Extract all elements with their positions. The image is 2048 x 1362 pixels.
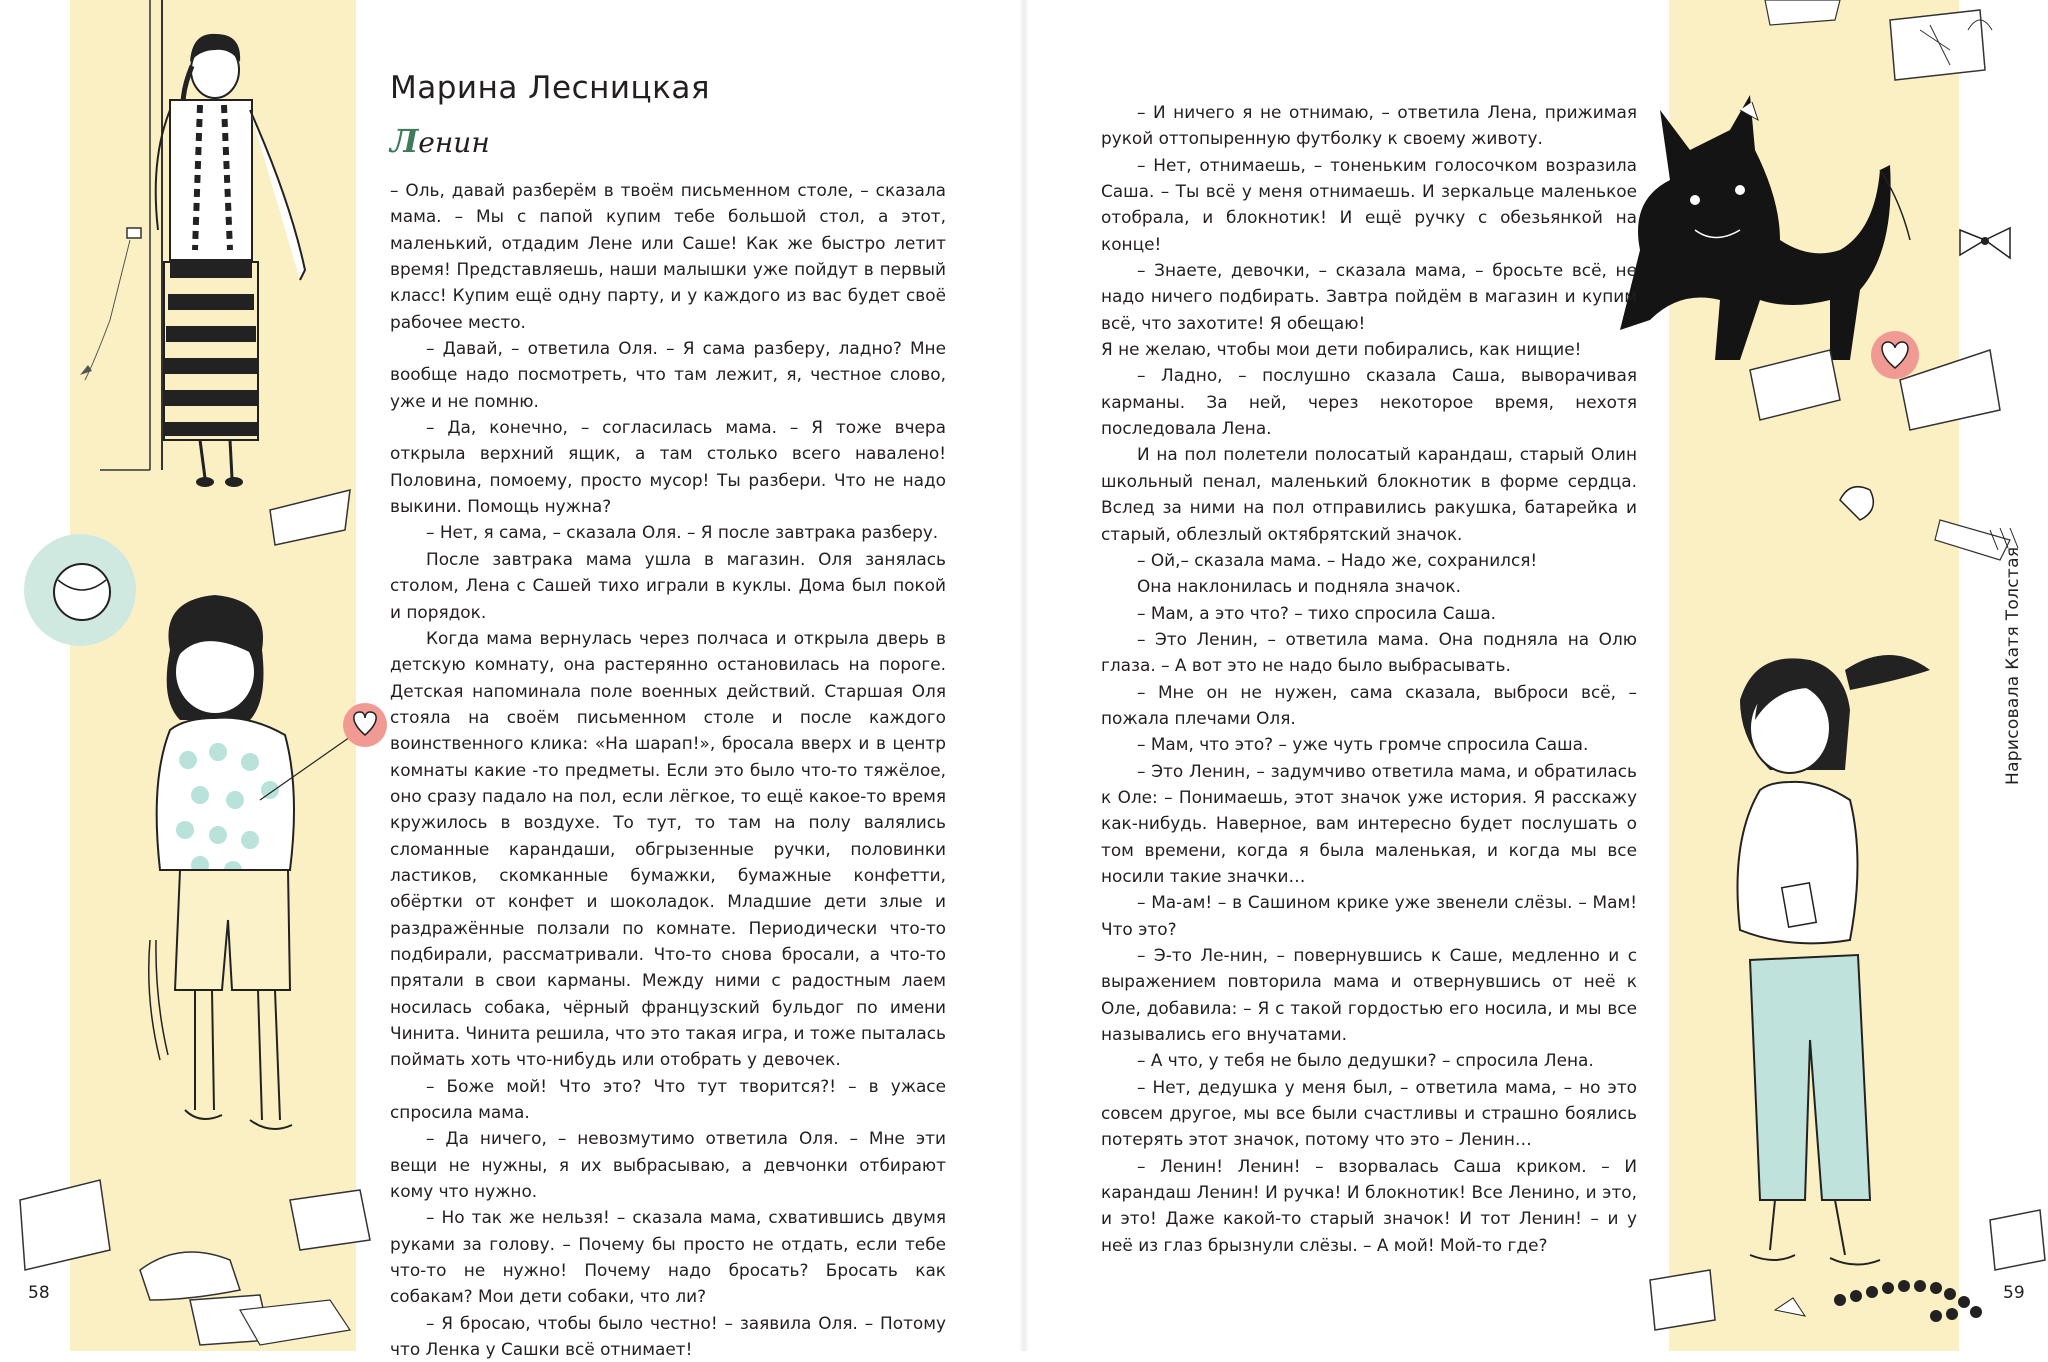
paragraph: – Да, конечно, – согласилась мама. – Я тоже вчера открыла верхний ящик, а там столько всего навалено! Половина, помоему, просто мусор! Ты разбери. Что не надо выкини. Помощь нужна?	[390, 417, 946, 517]
paragraph: – Мам, что это? – уже чуть громче спросила Саша.	[1137, 734, 1589, 755]
paragraph: – Да ничего, – невозмутимо ответила Оля. – Мне эти вещи не нужны, я их выбрасываю, а девчонки отбирают кому что нужно.	[390, 1128, 946, 1202]
heart-balloon-icon	[343, 703, 387, 747]
paragraph: – Ладно, – послушно сказала Саша, выворачивая карманы. За ней, через некоторое время, нехотя последовала Лена.	[1101, 365, 1637, 439]
paragraph: – Ой,– сказала мама. – Надо же, сохранился!	[1137, 549, 1538, 570]
paragraph: – Нет, я сама, – сказала Оля. – Я после завтрака разберу.	[426, 522, 939, 543]
girl-ponytail-illustration	[1738, 655, 1931, 1265]
paragraph: – Давай, – ответила Оля. – Я сама разберу, ладно? Мне вообще надо посмотреть, что там лежит, я, честное слово, уже и не помню.	[390, 338, 946, 411]
girl-striped-dress-illustration	[156, 34, 305, 487]
bow-illustration	[1960, 228, 2010, 258]
paragraph: Она наклонилась и подняла значок.	[1137, 576, 1461, 597]
paragraph: – Нет, отнимаешь, – тоненьким голосочком возразила Саша. – Ты всё у меня отнимаешь. И зеркальце маленькое отобрала, и блокнотик! И ещё ручку с обезьянкой на конце!	[1101, 154, 1637, 254]
author-name: Марина Лесницкая	[390, 70, 710, 106]
left-illustration	[0, 0, 380, 1351]
papers-top-illustration	[1765, 0, 1992, 80]
left-text-column	[390, 177, 946, 1362]
paragraph: И на пол полетели полосатый карандаш, старый Олин школьный пенал, маленький блокнотик в форме сердца. Вслед за ними на пол отправились ракушка, батарейка и старый, облезлый октябрятский значок.	[1101, 444, 1637, 544]
ball-illustration	[24, 534, 136, 646]
paragraph: – Знаете, девочки, – сказала мама, – бросьте всё, не надо ничего подбирать. Завтра пойдём в магазин и купим всё, что захотите! Я обещаю!	[1101, 260, 1637, 333]
paragraph: – Мам, а это что? – тихо спросила Саша.	[1137, 602, 1497, 623]
paragraph: Я не желаю, чтобы мои дети побирались, как нищие!	[1101, 339, 1582, 360]
paragraph: – Ленин! Ленин! – взорвалась Саша криком. – И карандаш Ленин! И ручка! И блокнотик! Все Ленино, и это, и это! Даже какой-то старый значок! И тот Ленин! – и у неё из глаз брызнули слёзы. – А мой! Мой-то где?	[1101, 1155, 1637, 1255]
book-gutter	[1020, 0, 1028, 1351]
illustrator-credit: Нарисовала Катя Толстая	[2003, 546, 2023, 785]
paragraph: – А что, у тебя не было дедушки? – спросила Лена.	[1137, 1050, 1594, 1071]
right-illustration	[1590, 0, 2048, 1351]
paper-scrap-illustration	[270, 490, 350, 545]
paragraph: – Нет, дедушка у меня был, – ответила мама, – но это совсем другое, мы все были счастливы и страшно боялись потерять этот значок, потому что это – Ленин…	[1101, 1076, 1637, 1150]
page-number-left: 58	[28, 1283, 50, 1303]
page-number-right: 59	[2003, 1283, 2025, 1303]
paragraph: – Это Ленин, – задумчиво ответила мама, и обратилась к Оле: – Понимаешь, этот значок уже история. Я расскажу как-нибудь. Наверное, вам интересно будет послушать о том времени, когда я была маленькая, и когда мы все носили такие значки…	[1101, 760, 1637, 886]
papers-middle-illustration	[1750, 350, 2018, 560]
paragraph: – И ничего я не отнимаю, – ответила Лена, прижимая рукой оттопыренную футболку к своему животу.	[1101, 102, 1637, 149]
french-bulldog-illustration	[1620, 95, 1910, 360]
paragraph: – Мне он не нужен, сама сказала, выброси всё, – пожала плечами Оля.	[1101, 681, 1637, 728]
paragraph: – Это Ленин, – ответила мама. Она подняла на Олю глаза. – А вот это не надо было выбрасывать.	[1101, 628, 1637, 676]
paragraph: После завтрака мама ушла в магазин. Оля занялась столом, Лена с Сашей тихо играли в куклы. Дома был покой и порядок.	[390, 548, 946, 622]
story-title	[390, 122, 490, 160]
heart-icon	[1871, 331, 1919, 379]
right-text-column	[1101, 99, 1637, 1258]
title-rest: енин	[418, 126, 490, 159]
bead-necklace-illustration	[1834, 1280, 1982, 1322]
paragraph: – Боже мой! Что это? Что тут творится?! – в ужасе спросила мама.	[390, 1075, 946, 1123]
title-initial: Л	[390, 122, 419, 160]
paragraph: – Э-то Ле-нин, – повернувшись к Саше, медленно и с выражением повторила мама и отвернувшись от неё к Оле, добавила: – Я с такой гордостью его носила, и мы все назывались его внучатами.	[1101, 945, 1637, 1045]
paragraph: – Оль, давай разберём в твоём письменном столе, – сказала мама. – Мы с папой купим тебе большой стол, а этот, маленький, отдадим Лене или Саше! Как же быстро летит время! Представляешь, наши малышки уже пойдут в первый класс! Купим ещё одну парту, и у каждого из вас будет своё рабочее место.	[390, 180, 946, 332]
paragraph: – Но так же нельзя! – сказала мама, схватившись двумя руками за голову. – Почему бы просто не отдать, если тебе что-то не нужно! Почему надо бросать? Бросать как собакам? Мои дети собаки, что ли?	[390, 1207, 946, 1307]
papers-bottom-illustration	[1650, 1210, 2045, 1330]
paragraph: Когда мама вернулась через полчаса и открыла дверь в детскую комнату, она растерянно остановилась на пороге. Детская напоминала поле военных действий. Старшая Оля стояла на своём письменном столе и после каждого воинственного клика: «На шарап!», бросала вверх и в центр комнаты какие -то предметы. Если это было что-то тяжёлое, оно сразу падало на пол, если лёгкое, то ещё какое-то время кружилось в воздухе. То тут, то там на полу валялись сломанные карандаши, обгрызенные ручки, половинки ластиков, скомканные бумажки, бумажные конфетти, обёртки от конфет и шоколадок. Младшие дети злые и раздражённые ползали по комнате. Периодически что-то подбирали, рассматривали. Что-то снова бросали, а что-то прятали в свои карманы. Между ними с радостным лаем носилась собака, чёрный французский бульдог по имени Чинита. Чинита решила, что это такая игра, и тоже пыталась поймать хоть что-нибудь или отобрать у девочек.	[390, 627, 946, 1070]
girl-polka-dot-illustration	[149, 595, 360, 1129]
paragraph: – Я бросаю, чтобы было честно! – заявила Оля. – Потому что Ленка у Сашки всё отнимает!	[390, 1312, 946, 1360]
paragraph: – Ма-ам! – в Сашином крике уже звенели слёзы. – Мам! Что это?	[1101, 892, 1637, 939]
door-illustration	[80, 0, 162, 470]
scattered-papers-illustration	[20, 1180, 370, 1345]
